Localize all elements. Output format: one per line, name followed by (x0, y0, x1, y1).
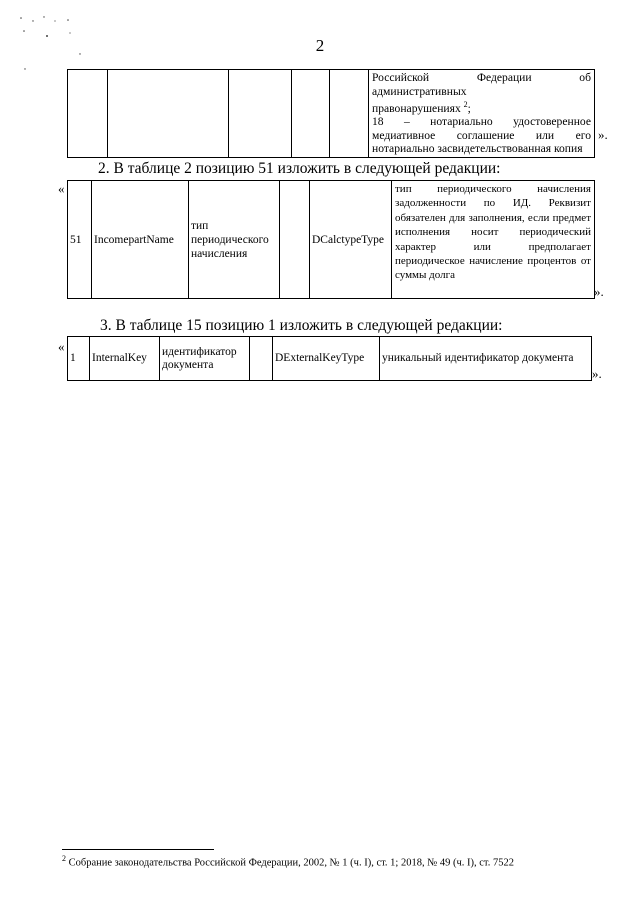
description-line: правонарушениях $^2$; (372, 100, 471, 115)
table-cell-number (68, 70, 108, 158)
table-cell-type (330, 70, 369, 158)
table-cell-description (369, 70, 595, 158)
table-cell-flag (250, 337, 273, 381)
closing-quote: ». (592, 366, 602, 381)
table-row (68, 70, 595, 158)
description-line: Российской Федерации об административных (372, 71, 591, 98)
section-heading: 2. В таблице 2 позицию 51 изложить в следующей редакции: (98, 160, 501, 177)
table-cell-description: тип периодического начисления задолженности по ИД. Реквизит обязателен для заполнения, если предмет исполнения носит периодический характер или предполагает периодическое начисление процентов от суммы долга (392, 181, 595, 299)
table-row (68, 181, 595, 299)
opening-quote: « (58, 181, 65, 196)
table-cell-name: InternalKey (90, 337, 160, 381)
footnote-text: Собрание законодательства Российской Федерации, 2002, № 1 (ч. I), ст. 1; 2018, № 49 (ч. I), ст. 7522 (68, 857, 514, 869)
description-line: 18 – нотариально удостоверенное (372, 115, 591, 129)
table-cell-description: уникальный идентификатор документа (380, 337, 592, 381)
table-cell-type: DExternalKeyType (273, 337, 380, 381)
table-position-1 (67, 336, 592, 381)
table-cell-type: DCalctypeType (310, 181, 392, 299)
footnote (62, 854, 514, 869)
table-cell-number: 51 (68, 181, 92, 299)
page-number: 2 (315, 36, 325, 55)
description-line: нотариально засвидетельствованная копия (372, 142, 583, 156)
table-cell-number: 1 (68, 337, 90, 381)
table-cell-name (108, 70, 229, 158)
table-cell-label (229, 70, 292, 158)
footnote-divider (62, 849, 214, 850)
closing-quote: ». (598, 127, 608, 142)
footnote-marker: 2 (62, 854, 66, 863)
table-cell-flag (292, 70, 330, 158)
table-cell-label: идентификатор документа (160, 337, 250, 381)
section-heading: 3. В таблице 15 позицию 1 изложить в следующей редакции: (100, 317, 503, 334)
table-cell-label: тип периодического начисления (189, 181, 280, 299)
opening-quote: « (58, 339, 65, 354)
footnote-reference: 2 (463, 100, 468, 109)
table-cell-name: IncomepartName (92, 181, 189, 299)
table-position-51 (67, 180, 595, 299)
table-row (68, 337, 592, 381)
table-cell-flag (280, 181, 310, 299)
closing-quote: ». (594, 284, 604, 299)
table-continuation (67, 69, 595, 158)
description-line: медиативное соглашение или его (372, 128, 591, 142)
